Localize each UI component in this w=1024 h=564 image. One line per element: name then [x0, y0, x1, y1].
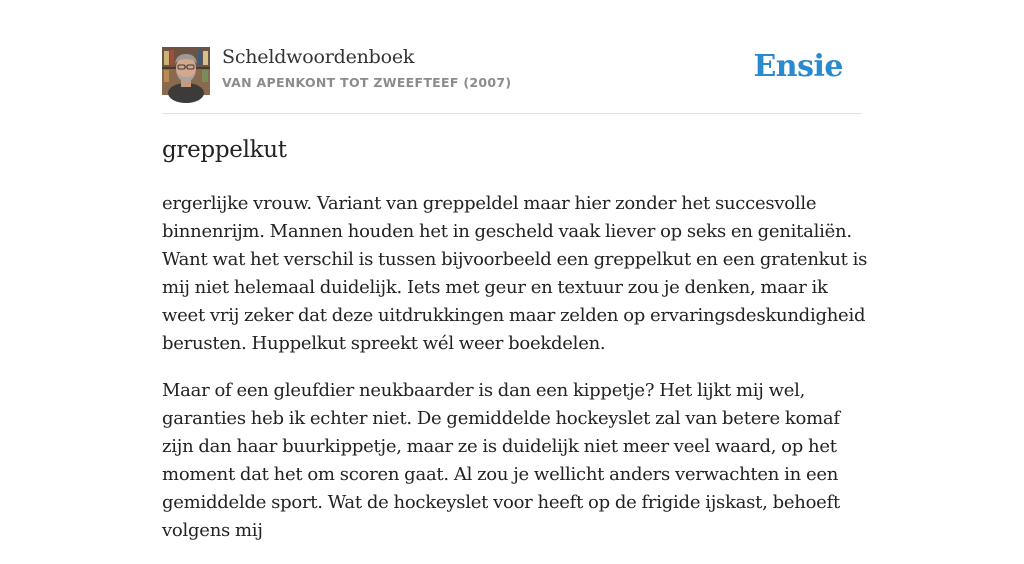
entry-definition	[162, 190, 868, 564]
definition-paragraph: ergerlijke vrouw. Variant van greppeldel maar hier zonder het succesvolle binnenrijm. Mannen houden het in gescheld vaak liever op seks en genitaliën. Want wat het verschil is tussen bijvoorbeeld een greppelkut en een gratenkut is mij niet helemaal duidelijk. Iets met geur en textuur zou je denken, maar ik weet vrij zeker dat deze uitdrukkingen maar zelden op ervaringsdeskundigheid berusten. Huppelkut spreekt wél weer boekdelen.	[162, 193, 868, 354]
source-header	[162, 46, 862, 96]
definition-paragraph: Maar of een gleufdier neukbaarder is dan een kippetje? Het lijkt mij wel, garanties heb ik echter niet. De gemiddelde hockeyslet zal van betere komaf zijn dan haar buurkippetje, maar ze is duidelijk niet meer veel waard, op het moment dat het om scoren gaat. Al zou je wellicht anders verwachten in een gemiddelde sport. Wat de hockeyslet voor heeft op de frigide ijskast, behoeft volgens mij	[162, 380, 840, 541]
source-title[interactable]: Scheldwoordenboek	[222, 46, 415, 68]
avatar-image	[162, 47, 210, 95]
header-divider	[162, 113, 862, 114]
author-portrait-icon[interactable]	[162, 47, 210, 95]
source-subtitle: VAN APENKONT TOT ZWEEFTEEF (2007)	[222, 75, 512, 90]
entry-headword: greppelkut	[162, 137, 287, 163]
ensie-logo[interactable]: Ensie	[753, 49, 843, 84]
